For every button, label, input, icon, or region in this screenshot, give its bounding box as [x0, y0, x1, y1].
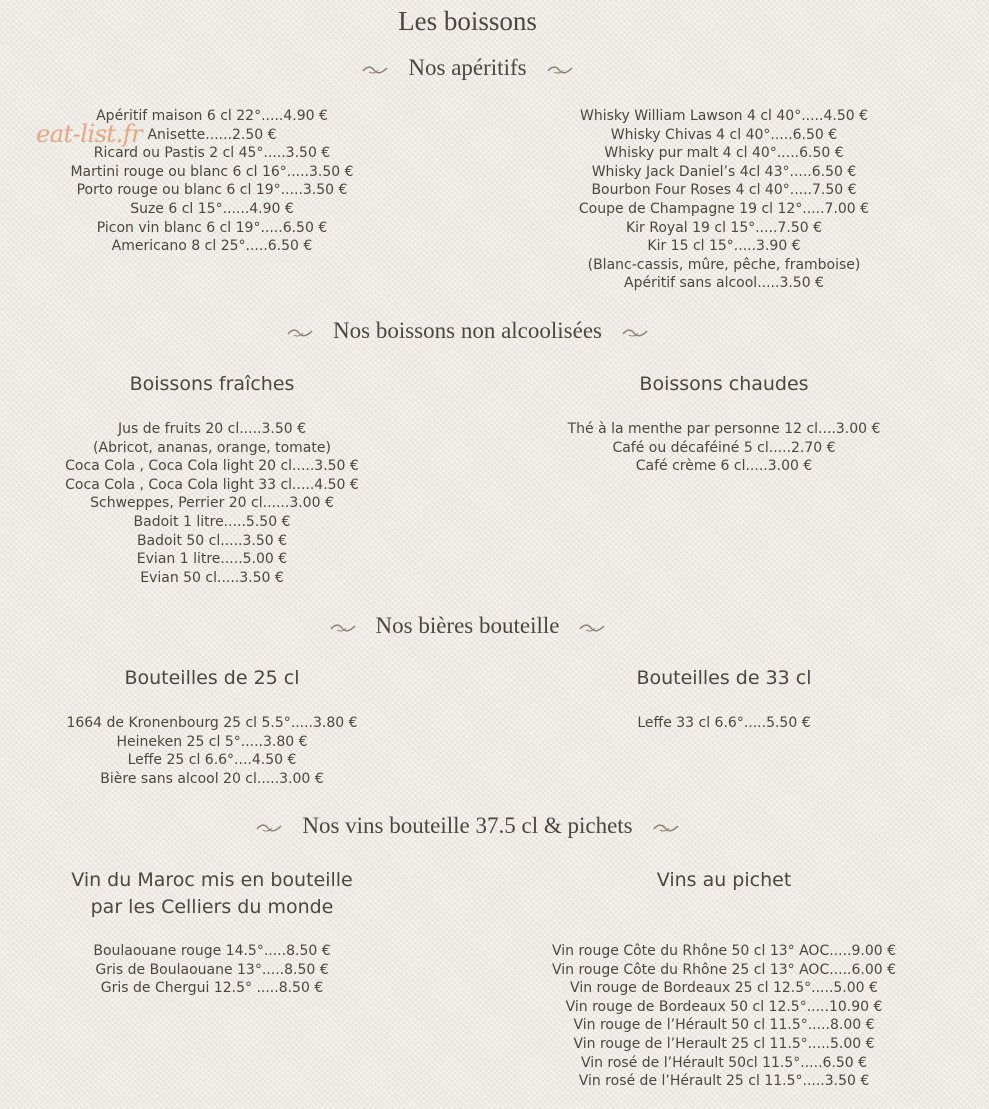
list-item: Vin rouge de Bordeaux 50 cl 12.5°.....10.90 € — [565, 998, 883, 1015]
ornament-left-icon — [256, 823, 282, 833]
list-item: Vin rouge de l’Hérault 50 cl 11.5°.....8.00 € — [573, 1017, 875, 1034]
list-item: Bourbon Four Roses 4 cl 40°.....7.50 € — [591, 182, 857, 199]
subheading-boissons-fraiches: Boissons fraîches — [129, 373, 295, 395]
list-item: Americano 8 cl 25°.....6.50 € — [111, 238, 313, 255]
list-item: Café crème 6 cl.....3.00 € — [635, 458, 813, 475]
bouteilles-33cl-list — [448, 714, 989, 733]
list-item: Picon vin blanc 6 cl 19°.....6.50 € — [96, 219, 328, 236]
aperitifs-left-list — [0, 107, 424, 256]
list-item: Whisky William Lawson 4 cl 40°.....4.50 € — [579, 108, 868, 124]
list-item: Coca Cola , Coca Cola light 20 cl.....3.50 € — [65, 458, 359, 475]
list-item: Leffe 33 cl 6.6°.....5.50 € — [637, 715, 811, 731]
list-item: Vin rouge de Bordeaux 25 cl 12.5°.....5.00 € — [570, 980, 878, 997]
section-title-bieres: Nos bières bouteille — [375, 613, 560, 638]
subheading-boissons-chaudes: Boissons chaudes — [639, 373, 809, 395]
list-item: Leffe 25 cl 6.6°....4.50 € — [127, 752, 297, 769]
ornament-right-icon — [622, 328, 648, 338]
list-item: Boulaouane rouge 14.5°.....8.50 € — [93, 943, 331, 959]
list-item: Gris de Boulaouane 13°.....8.50 € — [95, 961, 329, 978]
ornament-left-icon — [330, 623, 356, 633]
subheading-bouteilles-33cl: Bouteilles de 33 cl — [636, 667, 812, 689]
list-item: Whisky pur malt 4 cl 40°.....6.50 € — [604, 145, 844, 162]
section-heading-bieres — [0, 613, 935, 639]
list-item: Vin rosé de l’Hérault 50cl 11.5°.....6.50 € — [580, 1054, 868, 1071]
section-title-non-alcoolisees: Nos boissons non alcoolisées — [333, 318, 602, 343]
list-item: Kir 15 cl 15°.....3.90 € — [647, 238, 801, 255]
subheading-vins-au-pichet: Vins au pichet — [656, 869, 792, 891]
aperitifs-right-list — [448, 107, 989, 293]
ornament-left-icon — [287, 328, 313, 338]
list-item: Café ou décaféiné 5 cl.....2.70 € — [612, 439, 836, 456]
ornament-left-icon — [362, 65, 388, 75]
subheading-line: par les Celliers du monde — [90, 896, 334, 918]
subheading-bouteilles-25cl: Bouteilles de 25 cl — [124, 667, 300, 689]
list-item: Thé à la menthe par personne 12 cl....3.00 € — [567, 421, 881, 437]
section-title-vins: Nos vins bouteille 37.5 cl & pichets — [302, 813, 633, 838]
list-item: Coca Cola , Coca Cola light 33 cl.....4.50 € — [65, 476, 359, 493]
list-item: Badoit 50 cl.....3.50 € — [136, 532, 288, 549]
bouteilles-25cl-list — [0, 714, 424, 788]
list-item: Jus de fruits 20 cl.....3.50 € — [117, 421, 306, 437]
list-item: Suze 6 cl 15°......4.90 € — [130, 200, 294, 217]
list-item: Apéritif sans alcool.....3.50 € — [624, 275, 824, 292]
boissons-fraiches-list — [0, 420, 424, 587]
list-item: Whisky Jack Daniel’s 4cl 43°.....6.50 € — [591, 163, 857, 180]
vin-du-maroc-list — [0, 942, 424, 998]
page-title: Les boissons — [398, 6, 537, 36]
list-item: Kir Royal 19 cl 15°.....7.50 € — [625, 219, 823, 236]
list-item: Vin rouge Côte du Rhône 50 cl 13° AOC.....9.00 € — [552, 943, 896, 959]
section-heading-aperitifs — [0, 55, 935, 81]
list-item: Heineken 25 cl 5°.....3.80 € — [116, 733, 308, 750]
boissons-chaudes-list — [448, 420, 989, 476]
list-item: 1664 de Kronenbourg 25 cl 5.5°.....3.80 € — [66, 715, 358, 731]
subheading-line: Vin du Maroc mis en bouteille — [71, 869, 353, 891]
list-item: Apéritif maison 6 cl 22°.....4.90 € — [96, 108, 328, 124]
list-item: Vin rouge de l’Herault 25 cl 11.5°.....5.00 € — [573, 1035, 875, 1052]
ornament-right-icon — [547, 65, 573, 75]
list-item: Coupe de Champagne 19 cl 12°.....7.00 € — [578, 200, 870, 217]
section-heading-non-alcoolisees — [0, 318, 935, 344]
list-item: Schweppes, Perrier 20 cl......3.00 € — [90, 495, 334, 512]
list-item: Vin rouge Côte du Rhône 25 cl 13° AOC.....6.00 € — [552, 961, 896, 978]
list-item: Anisette......2.50 € — [147, 126, 277, 143]
list-item: Ricard ou Pastis 2 cl 45°.....3.50 € — [93, 145, 331, 162]
list-item: Evian 50 cl.....3.50 € — [140, 569, 284, 586]
section-title-aperitifs: Nos apéritifs — [408, 55, 527, 80]
vins-au-pichet-list — [448, 942, 989, 1091]
list-item: Gris de Chergui 12.5° .....8.50 € — [100, 980, 324, 997]
list-item: (Blanc-cassis, mûre, pêche, framboise) — [587, 256, 861, 273]
list-item: (Abricot, ananas, orange, tomate) — [93, 439, 331, 456]
ornament-right-icon — [579, 623, 605, 633]
list-item: Whisky Chivas 4 cl 40°.....6.50 € — [610, 126, 838, 143]
list-item: Bière sans alcool 20 cl.....3.00 € — [100, 770, 324, 787]
list-item: Evian 1 litre.....5.00 € — [136, 551, 288, 568]
ornament-right-icon — [653, 823, 679, 833]
watermark: eat-list.fr — [36, 120, 143, 148]
list-item: Porto rouge ou blanc 6 cl 19°.....3.50 € — [76, 182, 348, 199]
subheading-vin-du-maroc — [0, 867, 424, 921]
section-heading-vins — [0, 813, 935, 839]
list-item: Martini rouge ou blanc 6 cl 16°.....3.50 € — [70, 163, 354, 180]
list-item: Vin rosé de l’Hérault 25 cl 11.5°.....3.50 € — [578, 1073, 870, 1090]
list-item: Badoit 1 litre.....5.50 € — [133, 513, 291, 530]
